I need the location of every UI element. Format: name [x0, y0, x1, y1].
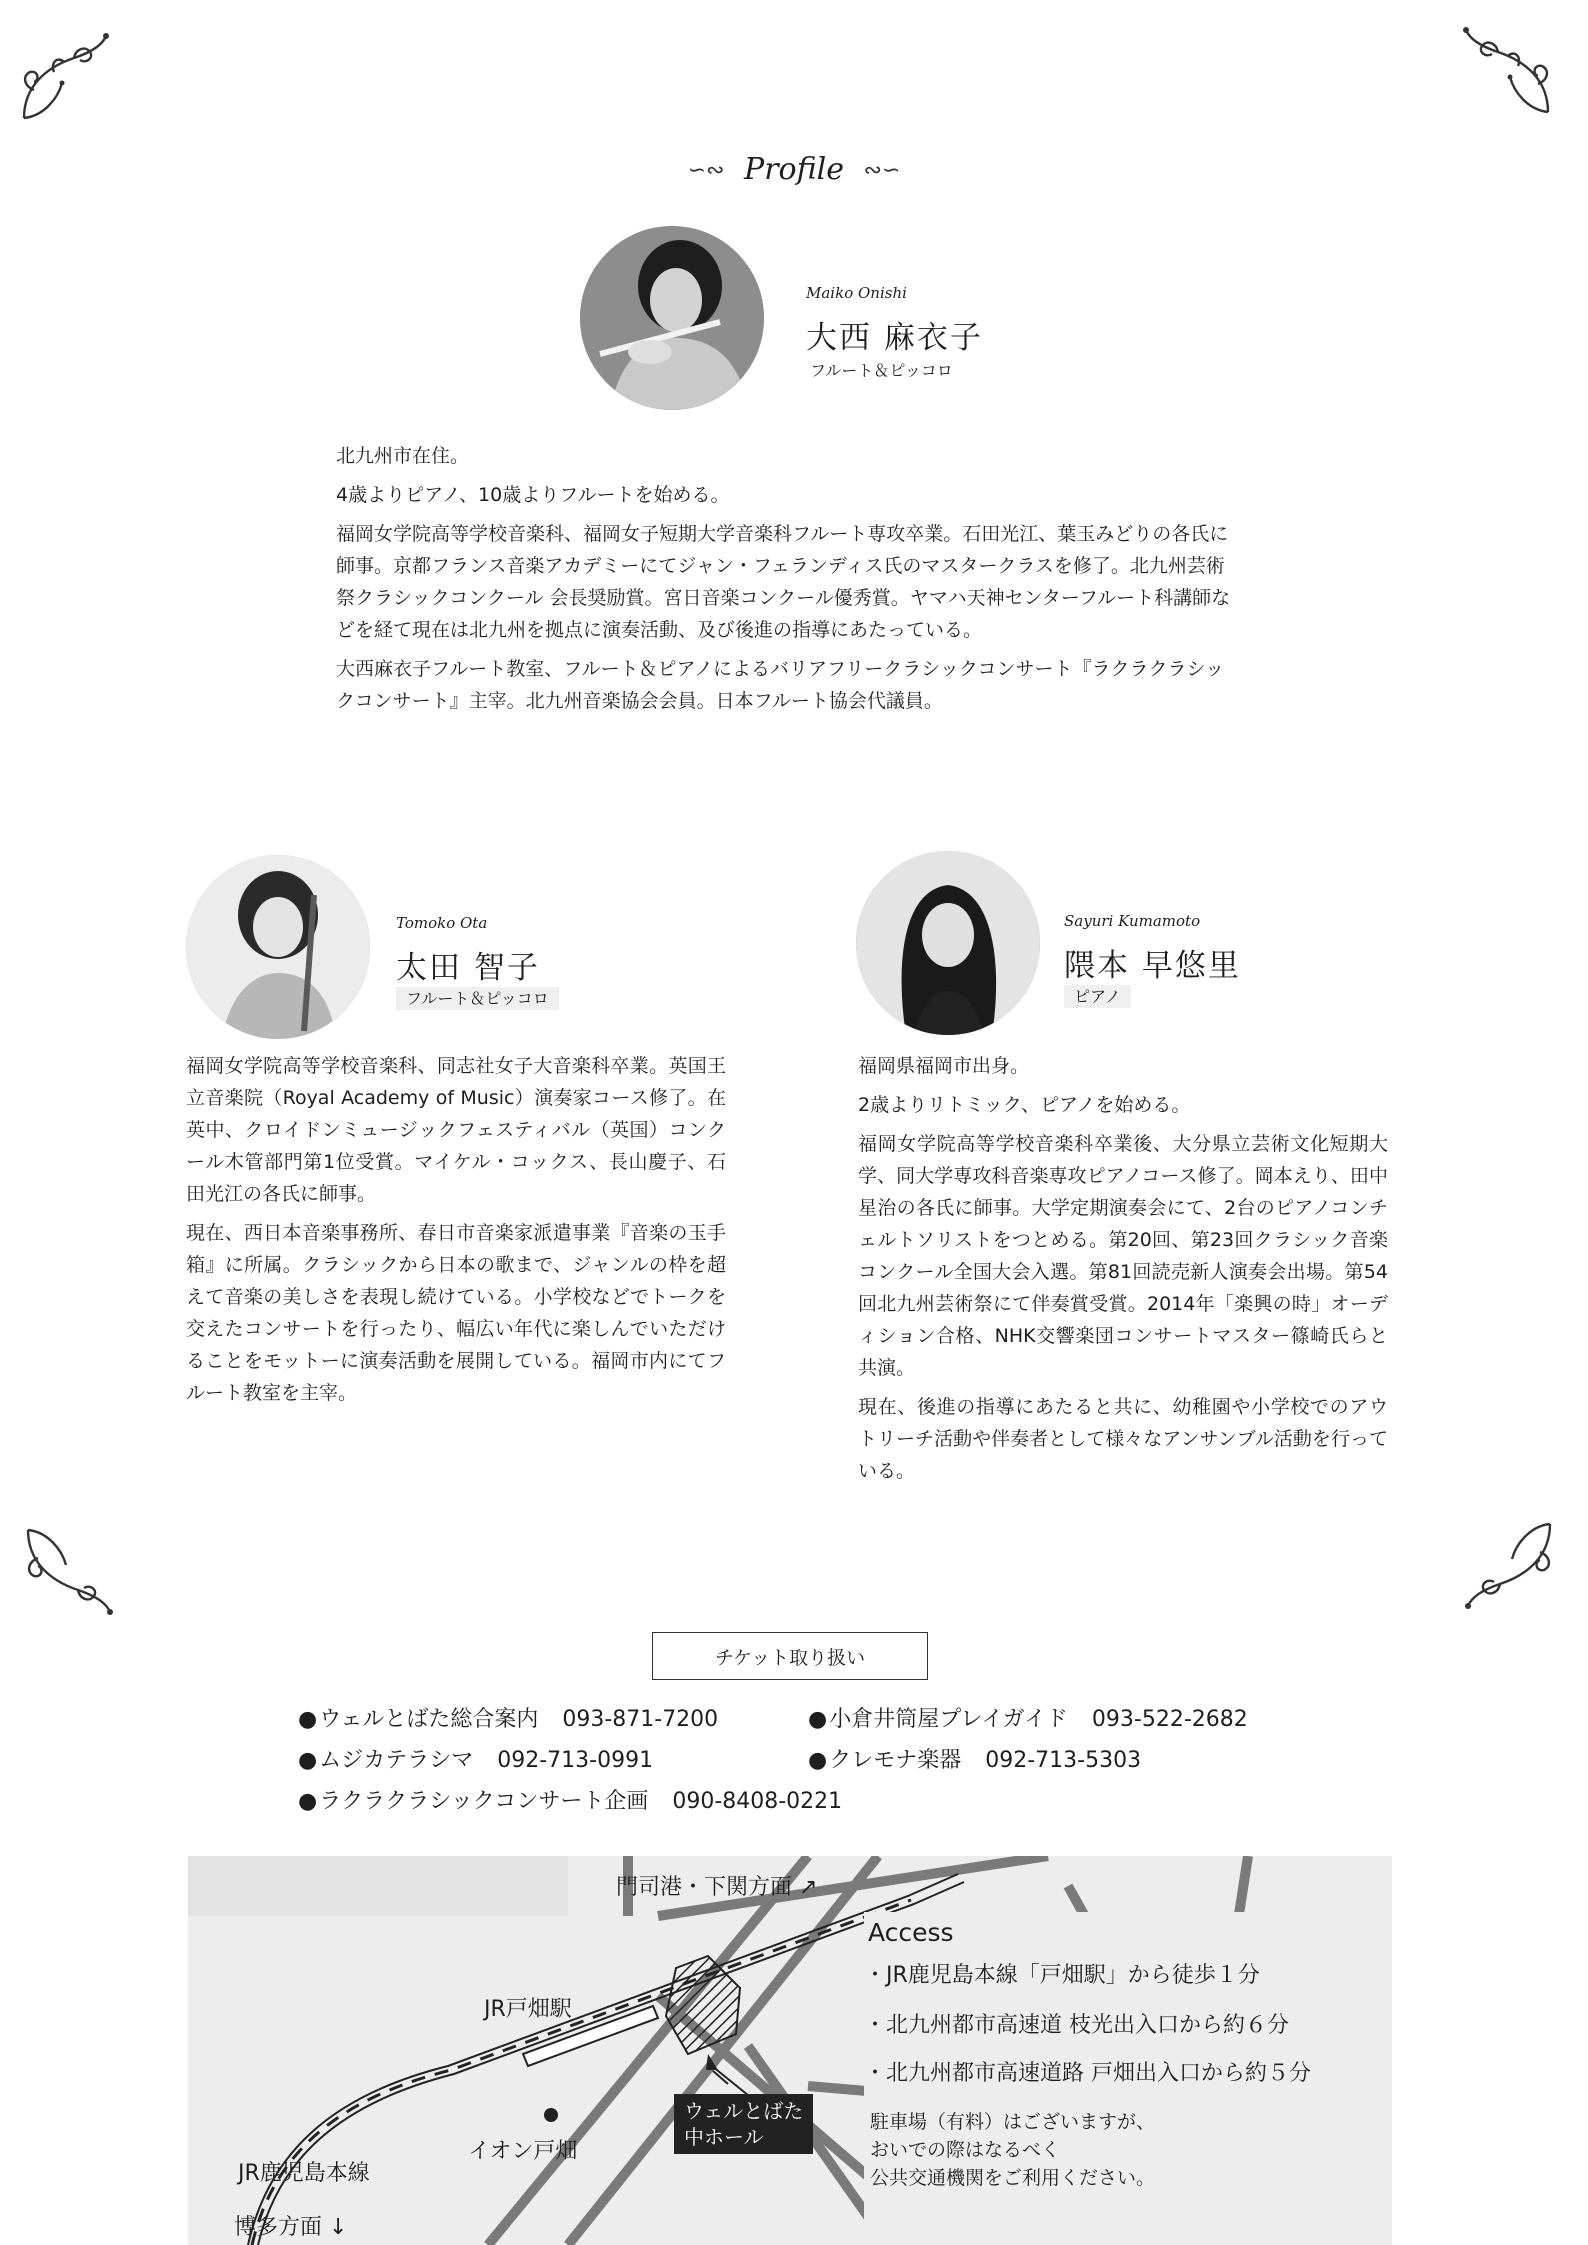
bullet-icon: ●: [808, 1748, 828, 1773]
bio-ota: [186, 1050, 726, 1416]
outlet-name: ラクラクラシックコンサート企画: [319, 1789, 649, 1814]
bio-paragraph: 北九州市在住。: [336, 445, 470, 467]
ticket-outlet: [808, 1743, 1141, 1774]
flourish-ornament-middle-right: [1460, 1514, 1560, 1614]
bio-kumamoto: [858, 1050, 1388, 1494]
flourish-ornament-middle-left: [18, 1520, 118, 1620]
ticket-heading-box: [652, 1632, 928, 1680]
map-label-aeon: イオン戸畑: [468, 2139, 578, 2164]
access-item: ・北九州都市高速道 枝光出入口から約６分: [864, 2013, 1289, 2038]
access-item: ・北九州都市高速道路 戸畑出入口から約５分: [864, 2061, 1311, 2086]
ticket-outlet: [298, 1784, 842, 1815]
bio-paragraph: 福岡県福岡市出身。: [858, 1055, 1030, 1077]
bio-paragraph: 大西麻衣子フルート教室、フルート＆ピアノによるバリアフリークラシックコンサート『ラクラクラシックコンサート』主宰。北九州音楽協会会員。日本フルート協会代議員。: [336, 658, 1225, 712]
romaji-kumamoto: Sayuri Kumamoto: [1064, 912, 1201, 930]
role-kumamoto-label: ピアノ: [1064, 985, 1131, 1008]
ticket-outlet: [298, 1702, 718, 1733]
outlet-name: ムジカテラシマ: [319, 1748, 474, 1773]
parking-note: [870, 2108, 1155, 2192]
parking-line: 公共交通機関をご利用ください。: [870, 2167, 1156, 2189]
bio-onishi: [336, 440, 1242, 724]
map-label-moji: 門司港・下関方面 ↗: [616, 1875, 818, 1900]
bullet-icon: ●: [808, 1707, 828, 1732]
ticket-outlet: [808, 1702, 1248, 1733]
bio-paragraph: 2歳よりリトミック、ピアノを始める。: [858, 1094, 1191, 1116]
name-onishi: 大西 麻衣子: [806, 320, 983, 356]
map-label-line: JR鹿児島本線: [238, 2161, 370, 2186]
flourish-ornament-top-left: [14, 28, 114, 128]
venue-label-line: 中ホール: [684, 2125, 764, 2149]
access-panel: [864, 1912, 1392, 2245]
profile-heading-text: Profile: [744, 152, 844, 187]
outlet-tel: 093-522-2682: [1091, 1707, 1248, 1732]
profile-heading: [0, 152, 1588, 187]
access-map: [188, 1856, 1392, 2245]
flourish-ornament-top-right: [1458, 22, 1558, 122]
venue-label: [674, 2094, 813, 2154]
bullet-icon: ●: [298, 1748, 318, 1773]
bio-paragraph: 4歳よりピアノ、10歳よりフルートを始める。: [336, 484, 730, 506]
map-label-station: JR戸畑駅: [484, 1997, 572, 2022]
outlet-tel: 092-713-0991: [497, 1748, 654, 1773]
portrait-kumamoto: [856, 851, 1040, 1035]
outlet-tel: 090-8408-0221: [672, 1789, 843, 1814]
access-title: Access: [868, 1918, 954, 1947]
parking-line: おいでの際はなるべく: [870, 2139, 1061, 2161]
outlet-tel: 092-713-5303: [985, 1748, 1142, 1773]
outlet-name: ウェルとばた総合案内: [319, 1707, 539, 1732]
outlet-name: 小倉井筒屋プレイガイド: [829, 1707, 1068, 1732]
bio-paragraph: 現在、後進の指導にあたると共に、幼稚園や小学校でのアウトリーチ活動や伴奏者として様々なアンサンブル活動を行っている。: [858, 1396, 1388, 1482]
map-label-hakata: 博多方面 ↓: [234, 2215, 348, 2240]
name-kumamoto: 隈本 早悠里: [1064, 948, 1241, 984]
romaji-onishi: Maiko Onishi: [806, 284, 907, 302]
role-ota-label: フルート＆ピッコロ: [396, 987, 559, 1010]
swirl-left-icon: ∽∾: [687, 158, 725, 183]
name-ota: 太田 智子: [396, 950, 540, 986]
ticket-outlet: [298, 1743, 653, 1774]
outlet-name: クレモナ楽器: [829, 1748, 962, 1773]
role-ota: [396, 986, 559, 1009]
bio-paragraph: 福岡女学院高等学校音楽科、福岡女子短期大学音楽科フルート専攻卒業。石田光江、葉玉みどりの各氏に師事。京都フランス音楽アカデミーにてジャン・フェランディス氏のマスタークラスを修了。北九州芸術祭クラシックコンクール 会長奨励賞。宮日音楽コンクール優秀賞。ヤマハ天神センターフルート科講師などを経て現在は北九州を拠点に演奏活動、及び後進の指導にあたっている。: [336, 523, 1231, 641]
romaji-ota: Tomoko Ota: [396, 914, 488, 932]
access-item: ・JR鹿児島本線「戸畑駅」から徒歩１分: [864, 1963, 1260, 1988]
bio-paragraph: 福岡女学院高等学校音楽科卒業後、大分県立芸術文化短期大学、同大学専攻科音楽専攻ピアノコース修了。岡本えり、田中星治の各氏に師事。大学定期演奏会にて、2台のピアノコンチェルトソリストをつとめる。第20回、第23回クラシック音楽コンクール全国大会入選。第81回読売新人演奏会出場。第54回北九州芸術祭にて伴奏賞受賞。2014年「楽興の時」オーディション合格、NHK交響楽団コンサートマスター篠崎氏らと共演。: [858, 1133, 1388, 1379]
role-kumamoto: [1064, 984, 1131, 1007]
portrait-ota: [186, 855, 370, 1039]
portrait-onishi: [580, 226, 764, 410]
parking-line: 駐車場（有料）はございますが、: [870, 2111, 1156, 2133]
bio-paragraph: 現在、西日本音楽事務所、春日市音楽家派遣事業『音楽の玉手箱』に所属。クラシックから日本の歌まで、ジャンルの枠を超えて音楽の美しさを表現し続けている。小学校などでトークを交えたコンサートを行ったり、幅広い年代に楽しんでいただけることをモットーに演奏活動を展開している。福岡市内にてフルート教室を主宰。: [186, 1222, 726, 1404]
bullet-icon: ●: [298, 1707, 318, 1732]
bullet-icon: ●: [298, 1789, 318, 1814]
bio-paragraph: 福岡女学院高等学校音楽科、同志社女子大音楽科卒業。英国王立音楽院（Royal Academy of Music）演奏家コース修了。在英中、クロイドンミュージックフェスティバル（英国）コンクール木管部門第1位受賞。マイケル・コックス、長山慶子、石田光江の各氏に師事。: [186, 1055, 726, 1205]
ticket-heading: チケット取り扱い: [714, 1646, 866, 1669]
role-onishi: フルート＆ピッコロ: [810, 361, 953, 380]
venue-label-line: ウェルとばた: [684, 2099, 804, 2123]
swirl-right-icon: ∾∽: [863, 158, 901, 183]
outlet-tel: 093-871-7200: [562, 1707, 719, 1732]
